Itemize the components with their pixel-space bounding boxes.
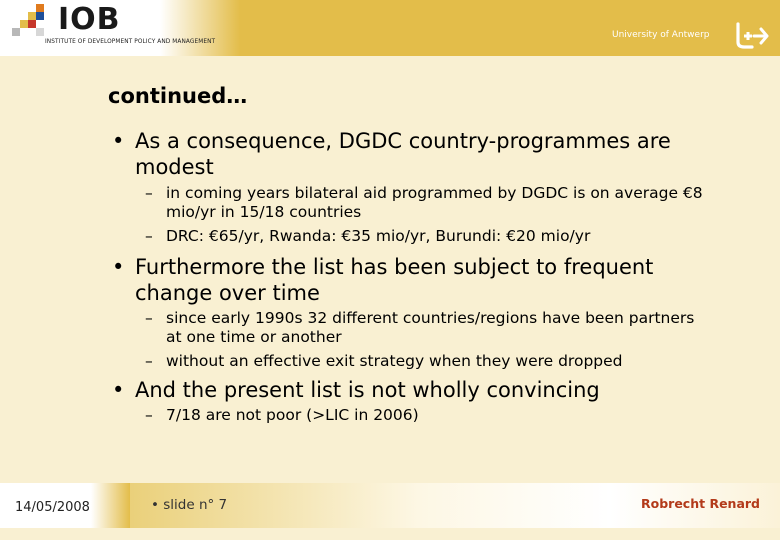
bullet-text: And the present list is not wholly convincing (135, 378, 600, 402)
bullet-text: As a consequence, DGDC country-programmes are modest (135, 129, 671, 179)
bullet-marker: • (112, 378, 125, 402)
iob-square-mosaic-icon (12, 4, 52, 44)
header (0, 0, 780, 56)
footer-author: Robrecht Renard (641, 496, 760, 511)
sub-bullet-marker: – (145, 184, 153, 202)
sub-bullet-marker: – (145, 227, 153, 245)
university-of-antwerp-logo-icon (734, 22, 770, 50)
sub-bullet-text: in coming years bilateral aid programmed by DGDC is on average €8 mio/yr in 15/18 countries (166, 184, 703, 221)
logo-subtitle: INSTITUTE OF DEVELOPMENT POLICY AND MANAGEMENT (45, 39, 216, 45)
iob-logo (12, 4, 252, 48)
slide-title: continued… (108, 84, 248, 108)
bullet-marker: • (112, 129, 125, 153)
sub-bullet-marker: – (145, 352, 153, 370)
slide-number: • slide n° 7 (151, 497, 228, 513)
sub-bullet-marker: – (145, 309, 153, 327)
bullet-text: Furthermore the list has been subject to frequent change over time (135, 255, 654, 305)
header-band (240, 0, 780, 56)
sub-bullet-text: without an effective exit strategy when they were dropped (166, 352, 623, 370)
university-name: University of Antwerp (612, 30, 710, 40)
sub-bullet-text: DRC: €65/yr, Rwanda: €35 mio/yr, Burundi: €20 mio/yr (166, 227, 591, 245)
sub-bullet-marker: – (145, 406, 153, 424)
sub-bullet-text: 7/18 are not poor (>LIC in 2006) (166, 406, 419, 424)
sub-bullet-text: since early 1990s 32 different countries/regions have been partners at one time or another (166, 309, 695, 346)
logo-wordmark: IOB (58, 2, 121, 37)
bullet-marker: • (112, 255, 125, 279)
footer-date: 14/05/2008 (15, 500, 90, 515)
